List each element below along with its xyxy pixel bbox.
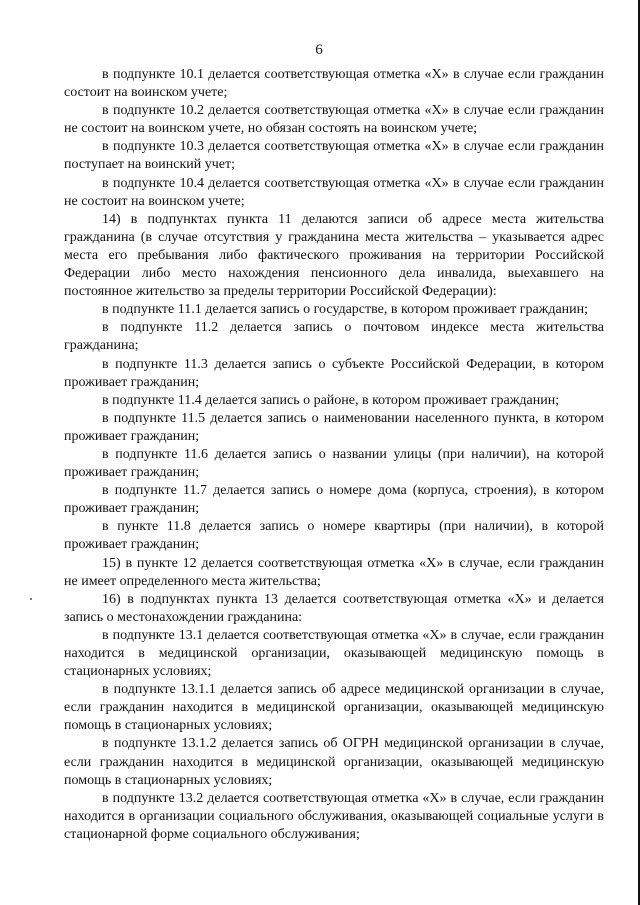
paragraph-11-8: в пункте 11.8 делается запись о номере квартиры (при наличии), в которой проживает гражданин;: [64, 519, 604, 553]
paragraph-13-2: в подпункте 13.2 делается соответствующая отметка «Х» в случае, если гражданин находится в организации социального обслуживания, оказывающей социальные услуги в стационарной форме социального обслуживания;: [64, 790, 604, 842]
paragraph-13-1-2: в подпункте 13.1.2 делается запись об ОГРН медицинской организации в случае, если гражданин находится в медицинской организации, оказывающей медицинскую помощь в стационарных условиях;: [64, 736, 604, 788]
paragraph-16: 16) в подпунктах пункта 13 делается соответствующая отметка «Х» и делается запись о местонахождении гражданина:: [64, 591, 604, 625]
paragraph-13-1: в подпункте 13.1 делается соответствующая отметка «Х» в случае, если гражданин находится в медицинской организации, оказывающей медицинскую помощь в стационарных условиях;: [64, 627, 604, 680]
paragraph-11-7: в подпункте 11.7 делается запись о номере дома (корпуса, строения), в котором проживает гражданин;: [64, 483, 604, 517]
paragraph-11-4: в подпункте 11.4 делается запись о районе, в котором проживает гражданин;: [102, 392, 560, 408]
document-body: [64, 66, 604, 844]
page-number: 6: [315, 42, 323, 58]
paragraph-15: 15) в пункте 12 делается соответствующая отметка «Х» в случае, если гражданин не имеет определенного места жительства;: [64, 555, 604, 589]
paragraph-11-5: в подпункте 11.5 делается запись о наименовании населенного пункта, в котором проживает гражданин;: [64, 410, 604, 444]
paragraph-11-1: в подпункте 11.1 делается запись о государстве, в котором проживает гражданин;: [102, 302, 589, 318]
paragraph-11-2: в подпункте 11.2 делается запись о почтовом индексе места жительства гражданина;: [64, 320, 604, 354]
scan-speck: [30, 598, 32, 600]
paragraph-13-1-1: в подпункте 13.1.1 делается запись об адресе медицинской организации в случае, если гражданин находится в медицинской организации, оказывающей медицинскую помощь в стационарных условиях;: [64, 682, 604, 734]
paragraph-10-1: в подпункте 10.1 делается соответствующая отметка «Х» в случае если гражданин состоит на воинском учете;: [64, 67, 604, 101]
paragraph-11-3: в подпункте 11.3 делается запись о субъекте Российской Федерации, в котором проживает гражданин;: [64, 356, 604, 390]
paragraph-10-4: в подпункте 10.4 делается соответствующая отметка «Х» в случае если гражданин не состоит на воинском учете;: [64, 175, 604, 209]
paragraph-14: 14) в подпунктах пункта 11 делаются записи об адресе места жительства гражданина (в случае отсутствия у гражданина места жительства – указывается адрес места его пребывания либо фактического проживания на территории Российской Федерации либо место нахождения пенсионного дела инвалида, выехавшего на постоянное жительство за пределы территории Российской Федерации):: [64, 211, 604, 300]
paragraph-10-2: в подпункте 10.2 делается соответствующая отметка «Х» в случае если гражданин не состоит на воинском учете, но обязан состоять на воинском учете;: [64, 103, 604, 137]
paragraph-11-6: в подпункте 11.6 делается запись о названии улицы (при наличии), на которой проживает гражданин;: [64, 446, 604, 481]
paragraph-10-3: в подпункте 10.3 делается соответствующая отметка «Х» в случае если гражданин поступает на воинский учет;: [64, 139, 604, 173]
